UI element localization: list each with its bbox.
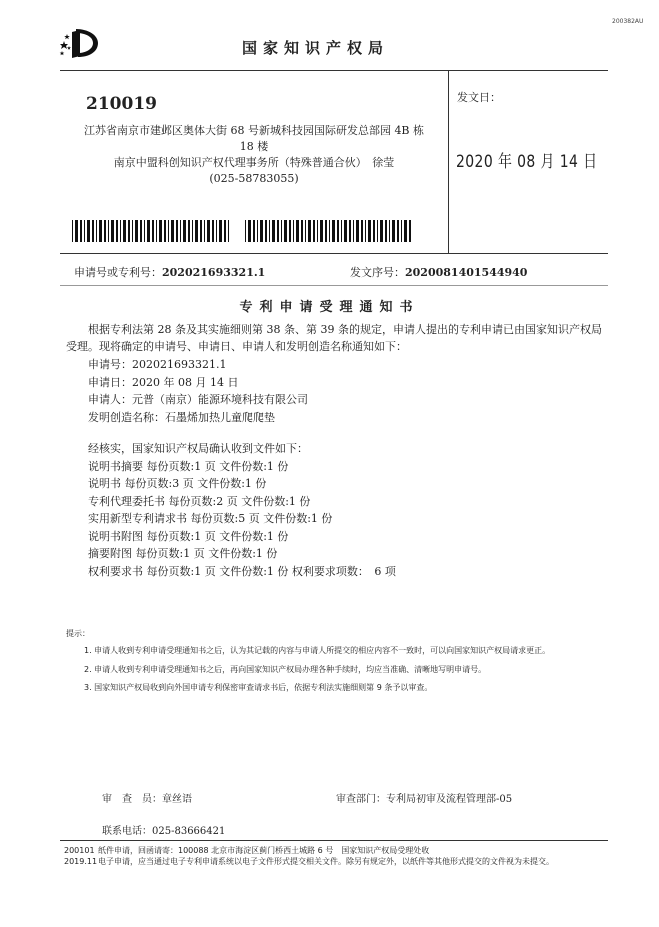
application-details (88, 356, 308, 426)
barcode-bar (108, 220, 109, 242)
barcode-bar (87, 220, 90, 242)
detail-invention-title: 发明创造名称：石墨烯加热儿童爬爬垫 (88, 410, 275, 424)
agency-phone: (025-58783055) (209, 172, 299, 185)
barcode-bar (341, 220, 342, 242)
file-item: 实用新型专利请求书 每份页数:5 页 文件份数:1 份 (88, 512, 333, 525)
barcode-bar (224, 220, 226, 242)
barcode-bar (180, 220, 181, 242)
barcode-bar (219, 220, 222, 242)
barcode-left (72, 220, 231, 242)
barcode-bar (84, 220, 85, 242)
barcode-bar (281, 220, 282, 242)
barcode-bar (332, 220, 335, 242)
barcode-bar (373, 220, 375, 242)
sent-date-label: 发文日： (457, 91, 501, 104)
barcode-bar (147, 220, 150, 242)
barcode-bar (104, 220, 106, 242)
tips-label: 提示： (66, 629, 90, 638)
barcode-bar (195, 220, 198, 242)
barcode-bar (313, 220, 315, 242)
barcode-bar (404, 220, 407, 242)
info-divider (60, 253, 608, 254)
barcode-bar (140, 220, 142, 242)
barcode-bar (265, 220, 267, 242)
barcode-bar (212, 220, 214, 242)
detail-filing-date: 申请日：2020 年 08 月 14 日 (88, 375, 239, 389)
barcode-bar (123, 220, 126, 242)
tip-item: 1. 申请人收到专利申请受理通知书之后，认为其记载的内容与申请人所提交的相应内容不一致时，可以向国家知识产权局请求更正。 (84, 646, 551, 655)
barcode-bar (159, 220, 162, 242)
barcode-bar (171, 220, 174, 242)
barcode-bar (353, 220, 354, 242)
barcode-bar (75, 220, 78, 242)
barcode-bar (308, 220, 311, 242)
sent-date: 2020 年 08 月 14 日 (456, 152, 598, 172)
barcode-bar (257, 220, 258, 242)
cnipa-logo-icon (58, 26, 102, 60)
barcode-bar (204, 220, 205, 242)
tip-item: 3. 国家知识产权局收到向外国申请专利保密审查请求书后，依据专利法实施细则第 9 条予以审查。 (84, 683, 433, 692)
title-divider (60, 285, 608, 286)
header-divider (60, 70, 608, 71)
barcode-bar (168, 220, 169, 242)
barcode-bar (356, 220, 359, 242)
files-intro: 经核实，国家知识产权局确认收到文件如下： (88, 442, 308, 455)
barcode-bar (365, 220, 366, 242)
application-number: 202021693321.1 (162, 266, 266, 279)
barcode-bar (385, 220, 387, 242)
barcode-bar (92, 220, 94, 242)
barcode-bar (152, 220, 154, 242)
barcode-bar (284, 220, 287, 242)
barcode-bar (380, 220, 383, 242)
application-number-label: 申请号或专利号： (74, 266, 162, 279)
barcode-bar (320, 220, 323, 242)
file-item: 说明书附图 每份页数:1 页 文件份数:1 份 (88, 529, 289, 543)
barcode-bar (200, 220, 202, 242)
barcode-bar (164, 220, 166, 242)
sequence-number-row (350, 264, 527, 280)
barcode-bar (361, 220, 363, 242)
contact-phone: 联系电话：025-83666421 (102, 826, 226, 837)
tip-item: 2. 申请人收到专利申请受理通知书之后，再向国家知识产权局办理各种手续时，均应当准确、清晰地写明申请号。 (84, 664, 487, 674)
barcode-right (245, 220, 413, 242)
barcode-bar (325, 220, 327, 242)
barcode-bar (269, 220, 270, 242)
barcode-bar (72, 220, 73, 242)
barcode-bar (277, 220, 279, 242)
barcode-bar (329, 220, 330, 242)
barcode-bar (135, 220, 138, 242)
barcode-bar (317, 220, 318, 242)
barcode-bar (207, 220, 210, 242)
barcode-bar (128, 220, 130, 242)
barcode-bar (248, 220, 251, 242)
barcode-bar (228, 220, 229, 242)
footer-divider (60, 840, 608, 841)
barcode-bar (293, 220, 294, 242)
sequence-number-label: 发文序号： (350, 266, 405, 279)
examining-department: 审查部门：专利局初审及流程管理部-05 (336, 794, 513, 805)
barcode-bar (344, 220, 347, 242)
office-name: 国家知识产权局 (242, 39, 390, 57)
barcode-bar (80, 220, 82, 242)
intro-paragraph: 根据专利法第 28 条及其实施细则第 38 条、第 39 条的规定，申请人提出的专利申请已由国家知识产权局受理。现将确定的申请号、申请日、申请人和发明创造名称通知如下： (66, 323, 602, 353)
barcode-bar (192, 220, 193, 242)
barcode-bar (401, 220, 402, 242)
received-files (88, 440, 396, 580)
detail-application-number: 申请号：202021693321.1 (88, 358, 227, 371)
barcode-bar (176, 220, 178, 242)
barcode-bar (397, 220, 399, 242)
barcode-bar (253, 220, 255, 242)
recipient-address (66, 123, 442, 187)
barcode-bar (156, 220, 157, 242)
barcode-bar (337, 220, 339, 242)
agency-name: 南京中盟科创知识产权代理事务所（特殊普通合伙） 徐莹 (113, 156, 395, 169)
footer-electronic-note: 电子申请，应当通过电子专利申请系统以电子文件形式提交相关文件。除另有规定外，以纸件等其他形式提交的文件视为未提交。 (98, 857, 554, 866)
barcode-bar (132, 220, 133, 242)
barcode-bar (260, 220, 263, 242)
detail-applicant: 申请人：元普（南京）能源环境科技有限公司 (88, 393, 308, 406)
file-item: 说明书摘要 每份页数:1 页 文件份数:1 份 (88, 459, 289, 473)
barcode-bar (305, 220, 306, 242)
application-number-row (74, 264, 265, 280)
sequence-number: 2020081401544940 (405, 266, 528, 279)
barcode-bar (377, 220, 378, 242)
tips-list (84, 644, 602, 700)
barcode-bar (368, 220, 371, 242)
file-item: 摘要附图 每份页数:1 页 文件份数:1 份 (88, 547, 278, 560)
barcode-bar (99, 220, 102, 242)
footer-mail-note: 纸件申请，回函请寄：100088 北京市海淀区蓟门桥西土城路 6 号 国家知识产权局受理处收 (98, 846, 430, 855)
address-line-1: 江苏省南京市建邺区奥体大街 68 号新城科技园国际研发总部园 4B 栋 (83, 124, 425, 137)
barcode-bar (409, 220, 411, 242)
file-item: 说明书 每份页数:3 页 文件份数:1 份 (88, 477, 267, 490)
barcode-bar (389, 220, 390, 242)
barcode-bar (301, 220, 303, 242)
barcode-bar (144, 220, 145, 242)
barcode-bar (272, 220, 275, 242)
file-item: 专利代理委托书 每份页数:2 页 文件份数:1 份 (88, 494, 311, 508)
file-item: 权利要求书 每份页数:1 页 文件份数:1 份 权利要求项数： 6 项 (88, 564, 396, 578)
barcode-bar (116, 220, 118, 242)
barcode-bar (111, 220, 114, 242)
barcode-bar (216, 220, 217, 242)
address-line-2: 18 楼 (239, 140, 269, 153)
examiner: 审 查 员：章丝语 (102, 794, 192, 805)
barcode-bar (120, 220, 121, 242)
document-title: 专利申请受理通知书 (239, 300, 420, 315)
barcode-bar (296, 220, 299, 242)
barcode-bar (183, 220, 186, 242)
barcode-bar (96, 220, 97, 242)
footer-code-2: 2019.11 (64, 857, 98, 866)
barcode-bar (349, 220, 351, 242)
barcode-bar (188, 220, 190, 242)
header-vertical-divider (448, 70, 449, 253)
recipient-postcode: 210019 (86, 94, 157, 114)
barcode-bar (392, 220, 395, 242)
footer-code-1: 200101 (64, 846, 95, 855)
barcode-bar (289, 220, 291, 242)
barcode-bar (245, 220, 246, 242)
form-code: 200382AU (612, 18, 644, 25)
